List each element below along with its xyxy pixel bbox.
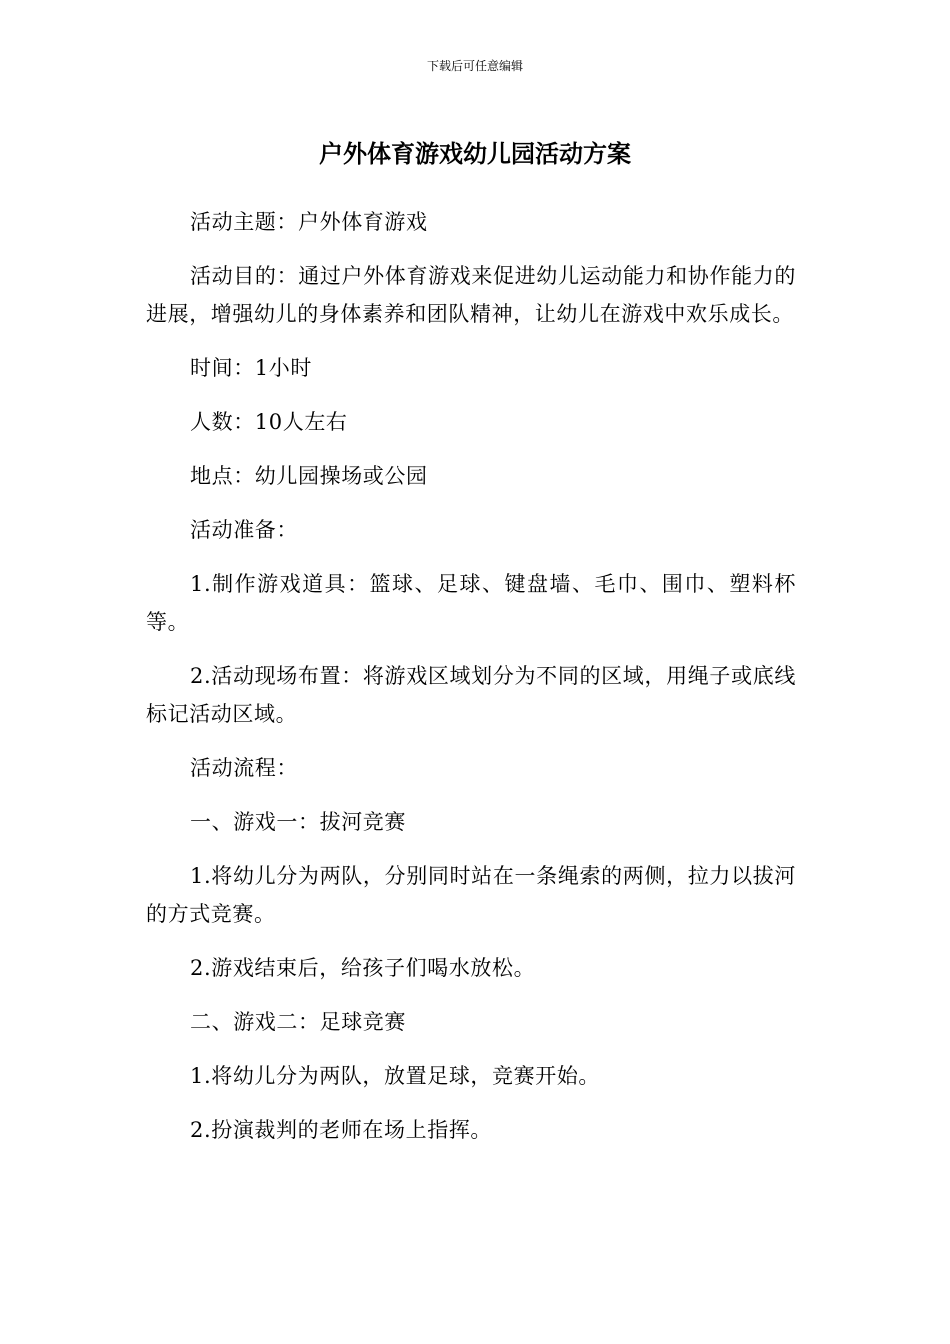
paragraph-game1-step1: 1.将幼儿分为两队，分别同时站在一条绳索的两侧，拉力以拔河的方式竞赛。 [146,864,796,926]
document-title: 户外体育游戏幼儿园活动方案 [319,140,631,168]
paragraph-preparation-heading: 活动准备： [190,518,298,542]
paragraph-game2-step2: 2.扮演裁判的老师在场上指挥。 [190,1118,493,1142]
paragraph-preparation-1: 1.制作游戏道具：篮球、足球、键盘墙、毛巾、围巾、塑料杯等。 [146,572,796,634]
paragraph-location: 地点：幼儿园操场或公园 [190,464,428,488]
paragraph-process-heading: 活动流程： [190,756,298,780]
paragraph-preparation-2: 2.活动现场布置：将游戏区域划分为不同的区域，用绳子或底线标记活动区域。 [146,664,796,726]
paragraph-headcount: 人数：10人左右 [190,410,348,434]
header-note: 下载后可任意编辑 [426,59,523,73]
paragraph-game1-step2: 2.游戏结束后，给孩子们喝水放松。 [190,956,536,980]
paragraph-purpose: 活动目的：通过户外体育游戏来促进幼儿运动能力和协作能力的进展，增强幼儿的身体素养和团队精神，让幼儿在游戏中欢乐成长。 [146,264,796,326]
paragraph-theme: 活动主题：户外体育游戏 [190,210,428,234]
paragraph-time: 时间：1小时 [190,356,312,380]
paragraph-game2-heading: 二、游戏二：足球竞赛 [190,1010,406,1034]
paragraph-game2-step1: 1.将幼儿分为两队，放置足球，竞赛开始。 [190,1064,601,1088]
document-body [146,203,796,1165]
paragraph-game1-heading: 一、游戏一：拔河竞赛 [190,810,406,834]
